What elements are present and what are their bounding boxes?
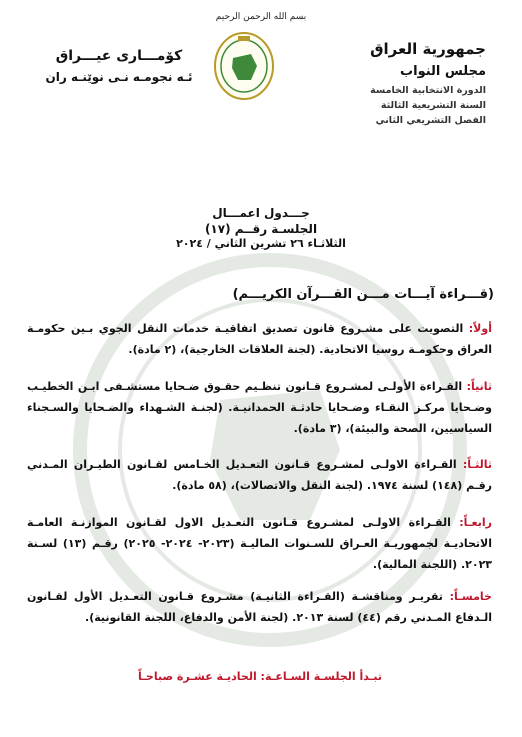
agenda-heading [0,206,522,250]
electoral-cycle: الدورة الانتخابية الخامسة [370,85,486,96]
parliament-name: مجلس النواب [400,64,486,79]
kurdish-parliament-name: ئـه نجومـه نـی نوێنـه ران [45,70,193,84]
item-ordinal: خامسـاً: [449,590,492,603]
agenda-item-3 [27,454,492,496]
legislative-year: السنة التشريعية الثالثة [380,100,486,111]
header-right-block [370,40,486,128]
item-text: القـراءة الأولـى لمشـروع قـانون تنظـيم حقـوق ضـحايا مستشـفى ابـن الخطيـب وضـحايا مركـز النقـاء وضـحايا حادثـة الحمدانيـة. (لجنـة الشـهداء والضـحايا والسـجناء السياسيين، الصحة والبيئة)، (٣ مادة). [27,380,492,435]
header-left-block [34,48,204,84]
item-text: القـراءة الاولـى لمشـروع قـانون التعـديل الاول لقـانون الموازنـة العامـة الاتحاديـة لجمهوريـة العـراق للسـنوات الماليـة (٢٠٢٣- ٢٠٢٤- ٢٠٢٥) رقـم (١٣) لسـنة ٢٠٢٣. (اللجنة المالية). [27,516,492,571]
legislative-term: الفصل التشريعي الثاني [375,115,486,126]
item-ordinal: أولاً: [468,322,492,335]
session-date: الثلاثـاء ٢٦ تشرين الثاني / ٢٠٢٤ [176,237,346,250]
basmala: بسم الله الرحمن الرحيم [215,12,307,22]
item-text: القـراءة الاولـى لمشـروع قـانون التعـديل الخـامس لقـانون الطيـران المـدني رقـم (١٤٨) لسنة ١٩٧٤. (لجنة النقل والاتصالات)، (٥٨ مادة). [27,458,492,492]
parliament-seal-logo [213,28,275,102]
session-info [370,83,486,128]
session-number: الجلسـة رقــم (١٧) [204,222,318,236]
item-ordinal: رابعـاً: [459,516,492,529]
agenda-item-4 [27,512,492,575]
opening-time: تبـدأ الجلسـة السـاعـة: الحاديـة عشـرة صباحـاً [138,670,382,683]
item-text: تقريـر ومناقشـة (القـراءة الثانيـة) مشـروع قـانون التعـديل الأول لقـانون الـدفاع المـدني رقم (٤٤) لسنة ٢٠١٣. (لجنة الأمن والدفاع، اللجنة القانونية). [27,590,492,624]
agenda-item-2 [27,376,492,439]
item-ordinal: ثالثـاً: [462,458,492,471]
country-name: جمهورية العراق [370,40,486,58]
item-text: التصويت على مشـروع قانون تصديق اتفاقيـة خدمات النقل الجوي بـين حكومـة العراق وحكومـة روسيا الاتحادية. (لجنة العلاقات الخارجية)، (٢ مادة). [27,322,492,356]
agenda-item-1 [27,318,492,360]
agenda-item-5 [27,586,492,628]
quran-recitation: (قـــراءة آيـــات مـــن القـــرآن الكريـــم) [232,287,494,302]
item-ordinal: ثانياً: [466,380,492,393]
kurdish-country-name: كۆمـــاری عیـــراق [55,48,183,64]
agenda-title: جـــدول اعمـــال [212,206,310,220]
